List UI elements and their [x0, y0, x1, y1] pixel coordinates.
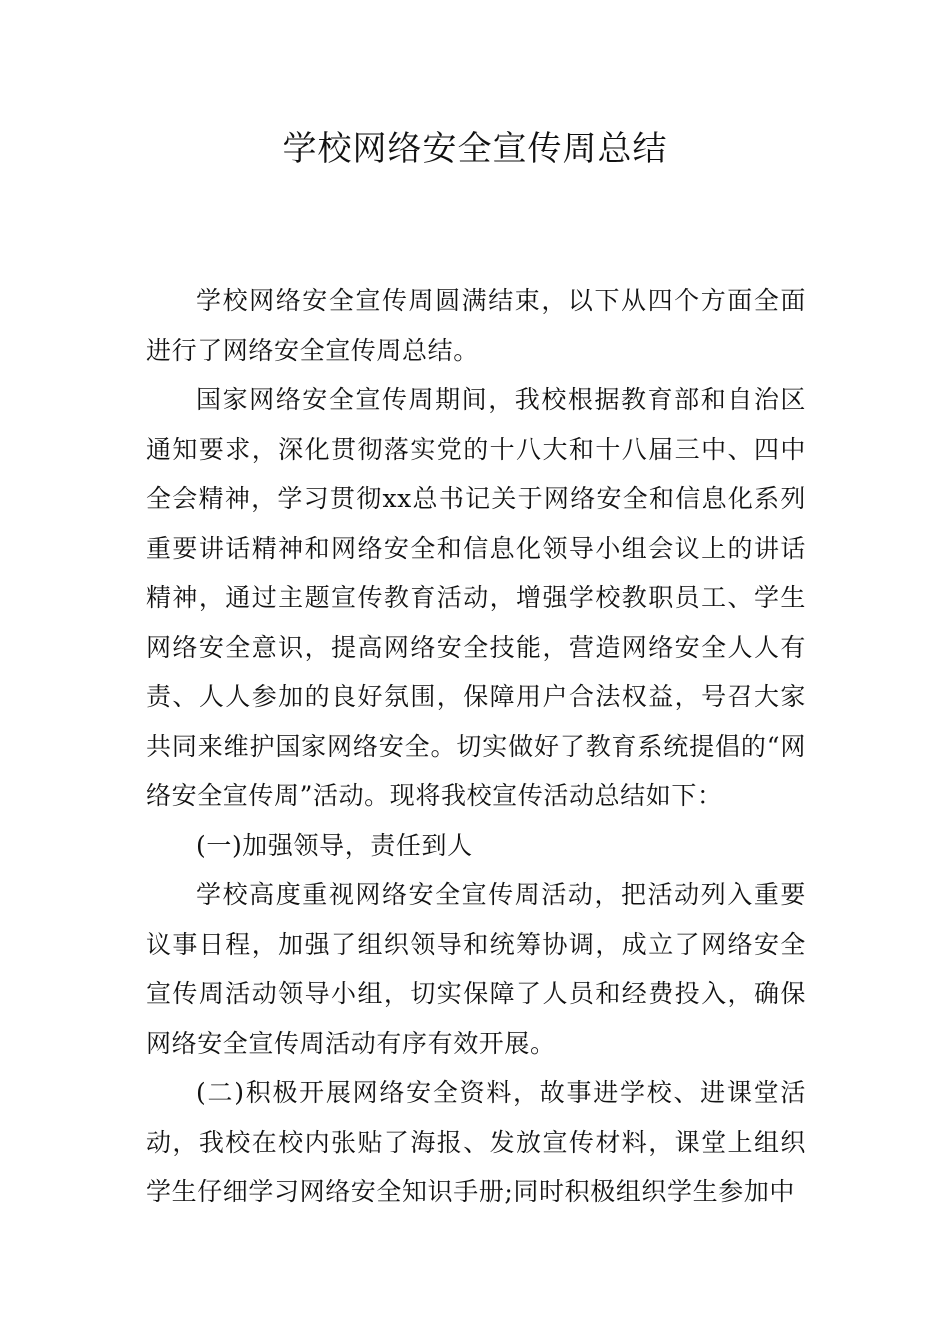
- section-heading-1: (一)加强领导，责任到人: [196, 830, 473, 860]
- document-title: 学校网络安全宣传周总结: [282, 129, 668, 169]
- document-body: [146, 276, 806, 1217]
- paragraph-section-1: 学校高度重视网络安全宣传周活动，把活动列入重要议事日程，加强了组织领导和统筹协调，成立了网络安全宣传周活动领导小组，切实保障了人员和经费投入，确保网络安全宣传周活动有序有效开展。: [146, 880, 806, 1058]
- paragraph-section-2: (二)积极开展网络安全资料，故事进学校、进课堂活动，我校在校内张贴了海报、发放宣传材料，课堂上组织学生仔细学习网络安全知识手册;同时积极组织学生参加中: [146, 1078, 806, 1206]
- paragraph-background: 国家网络安全宣传周期间，我校根据教育部和自治区通知要求，深化贯彻落实党的十八大和十八届三中、四中全会精神，学习贯彻xx总书记关于网络安全和信息化系列重要讲话精神和网络安全和信息化领导小组会议上的讲话精神，通过主题宣传教育活动，增强学校教职员工、学生网络安全意识，提高网络安全技能，营造网络安全人人有责、人人参加的良好氛围，保障用户合法权益，号召大家共同来维护国家网络安全。切实做好了教育系统提倡的“网络安全宣传周”活动。现将我校宣传活动总结如下：: [146, 385, 806, 810]
- paragraph-intro: 学校网络安全宣传周圆满结束，以下从四个方面全面进行了网络安全宣传周总结。: [146, 286, 806, 365]
